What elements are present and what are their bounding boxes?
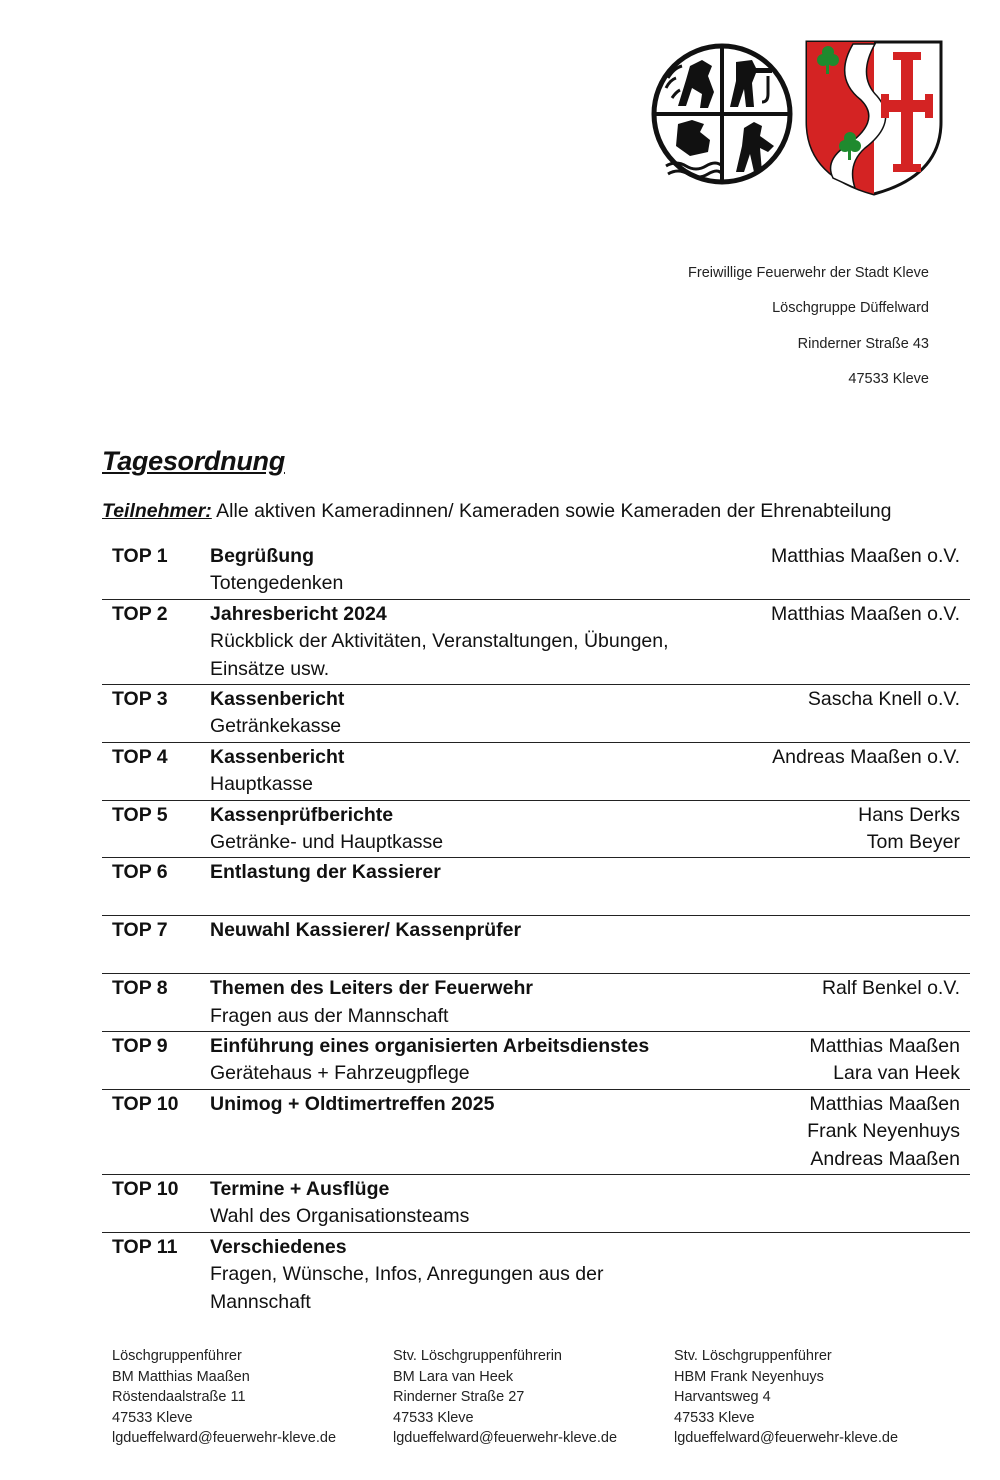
agenda-top-number: TOP 3 xyxy=(112,688,168,711)
agenda-responsible xyxy=(822,975,960,1002)
agenda-content xyxy=(210,802,710,857)
responsible-person: Hans Derks xyxy=(858,803,960,826)
agenda-detail xyxy=(210,887,710,914)
agenda-top-number: TOP 8 xyxy=(112,977,168,1000)
responsible-person: Ralf Benkel o.V. xyxy=(821,977,960,1000)
agenda-content xyxy=(210,601,710,683)
agenda-title: Kassenbericht xyxy=(210,745,345,768)
agenda-title: Neuwahl Kassierer/ Kassenprüfer xyxy=(210,919,522,942)
responsible-person: Sascha Knell o.V. xyxy=(807,688,960,711)
responsible-person: Andreas Maaßen o.V. xyxy=(772,745,960,768)
agenda-detail xyxy=(210,945,710,972)
agenda-responsible xyxy=(809,1033,960,1088)
agenda-top-number: TOP 9 xyxy=(112,1034,168,1057)
participants-text: Alle aktiven Kameradinnen/ Kameraden sowie Kameraden der Ehrenabteilung xyxy=(216,500,892,522)
agenda-responsible xyxy=(771,543,960,570)
sender-address xyxy=(688,256,929,397)
contact-email[interactable]: lgdueffelward@feuerwehr-kleve.de xyxy=(393,1430,618,1447)
responsible-person: Tom Beyer xyxy=(866,831,960,854)
agenda-detail: Wahl des Organisationsteams xyxy=(210,1205,470,1228)
agenda-detail: Mannschaft xyxy=(210,1290,311,1313)
responsible-person: Matthias Maaßen xyxy=(809,1092,960,1115)
agenda-top-number: TOP 1 xyxy=(112,545,168,567)
agenda-row xyxy=(102,800,970,858)
agenda-title: Begrüßung xyxy=(210,545,314,567)
agenda-content xyxy=(210,1176,710,1231)
agenda-title: Unimog + Oldtimertreffen 2025 xyxy=(210,1092,495,1115)
agenda-detail: Getränkekasse xyxy=(210,715,342,738)
agenda-title: Termine + Ausflüge xyxy=(210,1177,390,1200)
agenda-content xyxy=(210,686,710,741)
footer-contact-column xyxy=(674,1346,898,1449)
contact-line: Harvantsweg 4 xyxy=(674,1389,771,1406)
agenda-row xyxy=(102,599,970,684)
agenda-responsible xyxy=(858,802,960,857)
agenda-content xyxy=(210,1234,710,1316)
footer-contact-column xyxy=(393,1346,617,1449)
agenda-row xyxy=(102,857,970,915)
agenda-responsible xyxy=(807,1091,960,1173)
agenda-top-number: TOP 10 xyxy=(112,1092,179,1115)
agenda-row xyxy=(102,684,970,742)
responsible-person: Matthias Maaßen o.V. xyxy=(771,602,960,625)
agenda-row xyxy=(102,1174,970,1232)
agenda-top-number: TOP 10 xyxy=(112,1177,179,1200)
agenda-table xyxy=(102,542,970,1317)
agenda-row xyxy=(102,1232,970,1317)
agenda-title: Themen des Leiters der Feuerwehr xyxy=(210,977,533,1000)
agenda-responsible xyxy=(808,686,960,713)
agenda-row xyxy=(102,973,970,1031)
address-line: Löschgruppe Düffelward xyxy=(772,300,929,317)
participants-line xyxy=(102,500,892,523)
footer-contact-column xyxy=(112,1346,336,1449)
coat-of-arms-icon xyxy=(803,38,945,198)
agenda-responsible xyxy=(772,744,960,771)
agenda-content xyxy=(210,543,710,598)
agenda-title: Kassenbericht xyxy=(210,688,345,711)
agenda-top-number: TOP 11 xyxy=(112,1235,178,1258)
contact-line: Löschgruppenführer xyxy=(112,1348,242,1364)
agenda-detail: Einsätze usw. xyxy=(210,657,330,680)
contact-line: Stv. Löschgruppenführer xyxy=(674,1348,832,1364)
contact-line: Stv. Löschgruppenführerin xyxy=(393,1348,563,1364)
agenda-responsible xyxy=(771,601,960,628)
contact-line: 47533 Kleve xyxy=(393,1409,474,1426)
contact-line: 47533 Kleve xyxy=(674,1409,755,1426)
agenda-detail: Fragen, Wünsche, Infos, Anregungen aus der xyxy=(210,1263,604,1286)
agenda-detail: Totengedenken xyxy=(210,572,344,595)
agenda-top-number: TOP 7 xyxy=(112,919,168,942)
participants-label: Teilnehmer: xyxy=(102,500,212,522)
responsible-person: Lara van Heek xyxy=(833,1062,960,1085)
agenda-title: Kassenprüfberichte xyxy=(210,803,394,826)
contact-line: Rinderner Straße 27 xyxy=(393,1389,525,1406)
agenda-row xyxy=(102,1031,970,1089)
agenda-detail: Gerätehaus + Fahrzeugpflege xyxy=(210,1062,470,1085)
responsible-person: Matthias Maaßen o.V. xyxy=(771,545,960,567)
agenda-top-number: TOP 4 xyxy=(112,745,168,768)
contact-line: BM Matthias Maaßen xyxy=(112,1368,250,1385)
contact-line: Röstendaalstraße 11 xyxy=(112,1389,246,1406)
agenda-content xyxy=(210,744,710,799)
agenda-row xyxy=(102,742,970,800)
agenda-content xyxy=(210,1091,710,1118)
agenda-content xyxy=(210,975,710,1030)
agenda-row xyxy=(102,915,970,973)
firefighter-emblem-icon xyxy=(650,38,795,188)
contact-line: BM Lara van Heek xyxy=(393,1368,514,1385)
agenda-title: Jahresbericht 2024 xyxy=(210,602,387,625)
address-line: Rinderner Straße 43 xyxy=(797,335,929,352)
address-line: Freiwillige Feuerwehr der Stadt Kleve xyxy=(688,265,929,281)
agenda-row xyxy=(102,542,970,599)
address-line: 47533 Kleve xyxy=(848,370,929,387)
responsible-person: Frank Neyenhuys xyxy=(807,1120,960,1143)
contact-line: 47533 Kleve xyxy=(112,1409,193,1426)
agenda-content xyxy=(210,1033,710,1088)
agenda-content xyxy=(210,917,710,972)
agenda-detail: Getränke- und Hauptkasse xyxy=(210,831,444,854)
header-logos xyxy=(650,38,950,198)
agenda-detail: Rückblick der Aktivitäten, Veranstaltungen, Übungen, xyxy=(210,630,669,653)
responsible-person: Matthias Maaßen xyxy=(809,1034,960,1057)
agenda-title: Verschiedenes xyxy=(210,1235,347,1258)
agenda-detail: Hauptkasse xyxy=(210,773,313,796)
contact-email[interactable]: lgdueffelward@feuerwehr-kleve.de xyxy=(674,1430,899,1447)
agenda-title: Einführung eines organisierten Arbeitsdienstes xyxy=(210,1034,650,1057)
agenda-row xyxy=(102,1089,970,1174)
agenda-content xyxy=(210,859,710,914)
page-title: Tagesordnung xyxy=(102,446,285,476)
agenda-title: Entlastung der Kassierer xyxy=(210,861,441,884)
responsible-person: Andreas Maaßen xyxy=(810,1147,960,1170)
agenda-detail: Fragen aus der Mannschaft xyxy=(210,1004,449,1027)
agenda-top-number: TOP 2 xyxy=(112,602,168,625)
agenda-top-number: TOP 6 xyxy=(112,861,168,884)
agenda-top-number: TOP 5 xyxy=(112,803,168,826)
contact-email[interactable]: lgdueffelward@feuerwehr-kleve.de xyxy=(112,1430,337,1447)
contact-line: HBM Frank Neyenhuys xyxy=(674,1368,824,1385)
